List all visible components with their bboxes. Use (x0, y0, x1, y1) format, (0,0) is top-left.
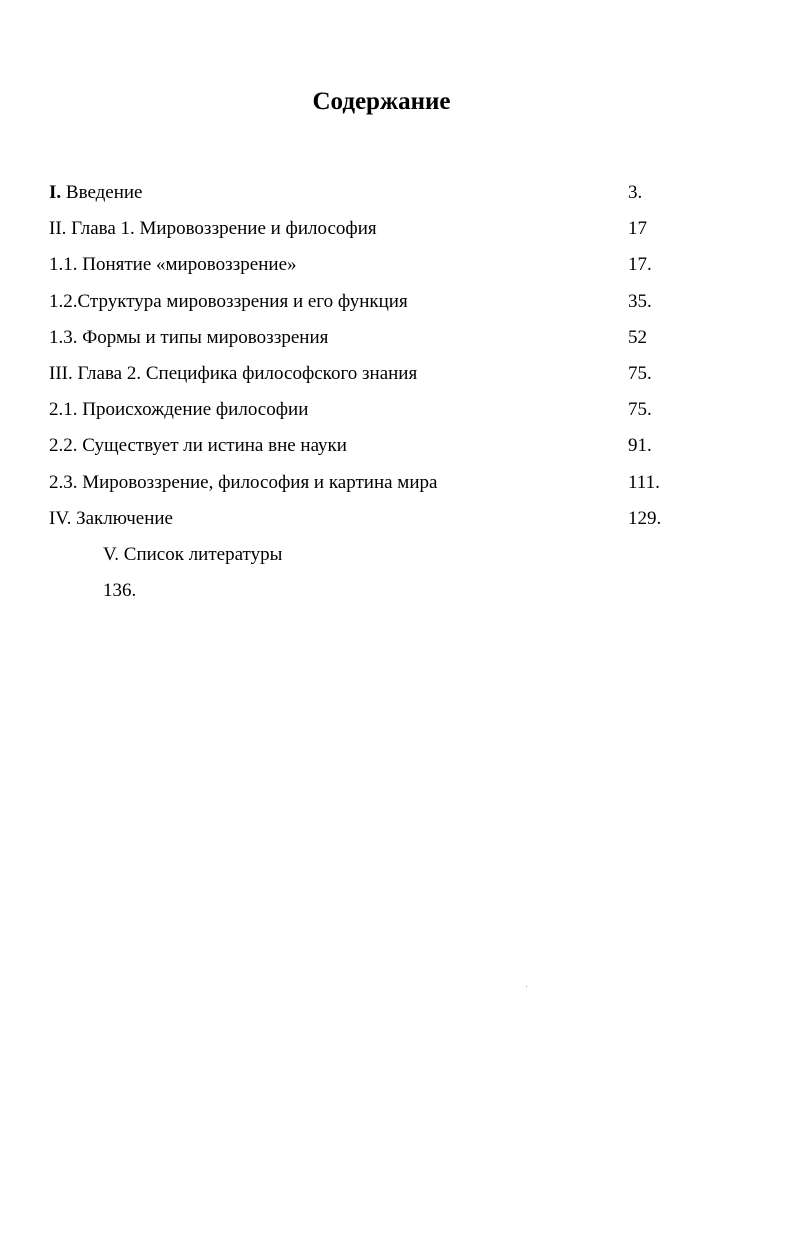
toc-entry-introduction (49, 175, 689, 211)
toc-entry-title: I. Введение (49, 182, 143, 203)
toc-entry-1-1 (49, 247, 689, 283)
toc-entry-page: 75. (628, 362, 652, 384)
toc-entry-numeral: I. (49, 182, 62, 203)
toc-entry-page: 17 (628, 218, 647, 240)
toc-entry-2-1 (49, 392, 689, 428)
toc-entry-title: 2.2. Существует ли истина вне науки (49, 435, 347, 457)
toc-entry-1-3 (49, 320, 689, 356)
toc-entry-page: 75. (628, 399, 652, 421)
toc-entry-title: 1.3. Формы и типы мировоззрения (49, 326, 329, 348)
table-of-contents (49, 175, 689, 537)
scan-speck (526, 986, 527, 987)
toc-entry-bibliography-title: V. Список литературы (103, 544, 283, 565)
toc-entry-title: III. Глава 2. Специфика философского знания (49, 362, 418, 384)
toc-entry-chapter-2 (49, 356, 689, 392)
toc-entry-title: IV. Заключение (49, 507, 173, 529)
toc-entry-page: 129. (628, 507, 662, 529)
toc-entry-title: 1.1. Понятие «мировоззрение» (49, 254, 297, 276)
toc-entry-title: II. Глава 1. Мировоззрение и философия (49, 218, 377, 240)
toc-entry-title: 2.1. Происхождение философии (49, 399, 309, 421)
toc-entry-bibliography-page: 136. (103, 580, 137, 601)
page-title: Содержание (312, 88, 451, 115)
toc-entry-conclusion (49, 501, 689, 537)
toc-entry-page: 17. (628, 254, 652, 276)
toc-entry-title: 2.3. Мировоззрение, философия и картина мира (49, 471, 438, 493)
toc-entry-page: 91. (628, 435, 652, 457)
toc-entry-page: 52 (628, 326, 647, 348)
toc-entry-2-2 (49, 428, 689, 464)
toc-entry-page: 35. (628, 290, 652, 312)
toc-entry-page: 3. (628, 182, 643, 203)
toc-entry-title: 1.2.Структура мировоззрения и его функция (49, 290, 408, 312)
toc-entry-chapter-1 (49, 211, 689, 247)
toc-entry-page: 111. (628, 471, 660, 493)
toc-entry-2-3 (49, 465, 689, 501)
toc-entry-1-2 (49, 284, 689, 320)
